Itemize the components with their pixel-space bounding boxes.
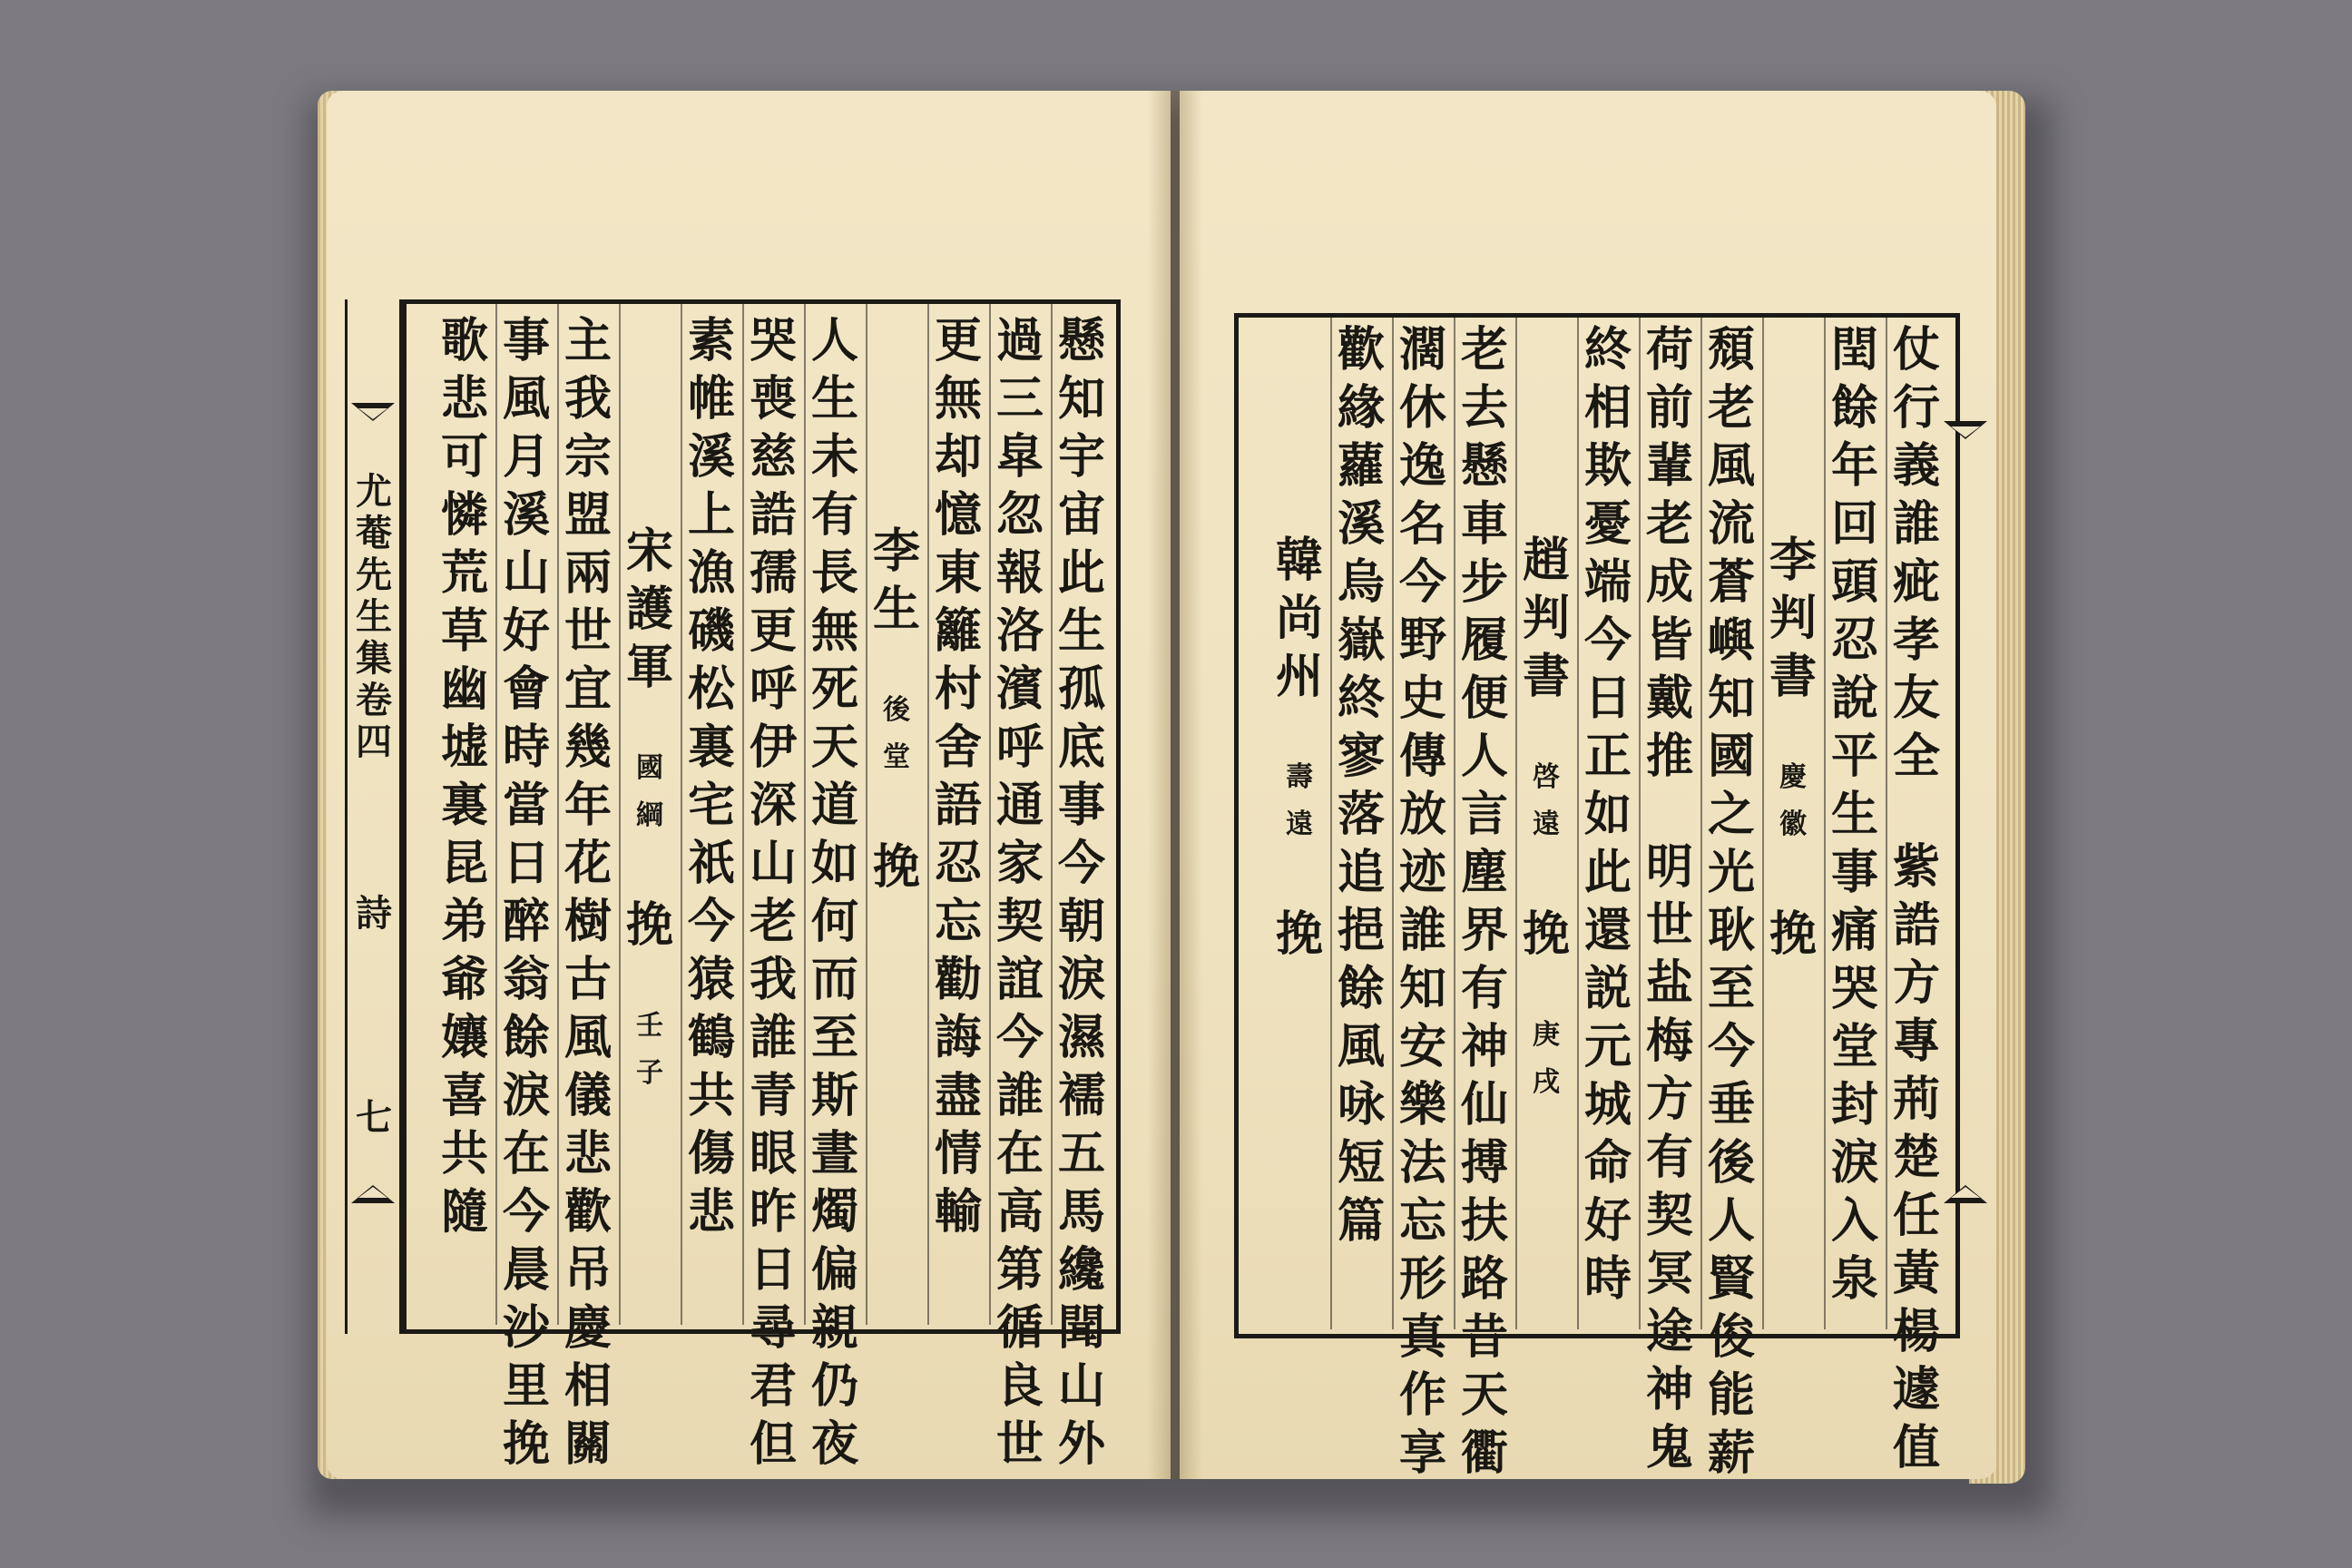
left-column-5: 人 生 未 有 長 無 死 天 道 如 何 而 至 斯 晝 燭 偏 親 仍 夜 xyxy=(810,313,858,1472)
column-rule xyxy=(927,304,929,1325)
left-column-6: 哭 喪 慈 誥 孺 更 呼 伊 深 山 老 我 誰 青 眼 昨 日 尋 君 但 xyxy=(749,313,797,1472)
column-rule xyxy=(1886,318,1887,1329)
column-rule xyxy=(1454,318,1455,1329)
column-rule xyxy=(1762,318,1764,1329)
right-column-7: 趙 判 書 啓 遠 挽 庚 戌 xyxy=(1522,533,1570,1098)
left-column-2: 過 三 皐 忽 報 洛 濱 呼 通 家 契 誼 今 誰 在 高 第 循 良 世 xyxy=(995,313,1044,1472)
left-column-11: 歌 悲 可 憐 荒 草 幽 墟 裏 昆 弟 爺 孃 喜 共 隨 xyxy=(440,313,488,1240)
folio-page-number: 七 xyxy=(356,1096,392,1139)
column-rule xyxy=(742,304,744,1325)
column-rule xyxy=(557,304,559,1325)
book-gutter xyxy=(1148,91,1202,1479)
fish-tail-ornament-icon xyxy=(349,399,397,436)
column-rule xyxy=(619,304,621,1325)
fish-tail-ornament-icon xyxy=(1942,417,1989,454)
right-column-6: 終 相 欺 憂 端 今 日 正 如 此 還 説 元 城 命 好 時 xyxy=(1583,322,1632,1307)
left-column-9: 主 我 宗 盟 兩 世 宜 幾 年 花 樹 古 風 儀 悲 歡 吊 慶 相 關 xyxy=(564,313,612,1472)
column-rule xyxy=(681,304,682,1325)
right-column-1: 仗 行 義 誰 疵 孝 友 全 紫 誥 方 專 荊 楚 任 黃 楊 遽 值 xyxy=(1892,322,1940,1475)
column-rule xyxy=(1824,318,1826,1329)
left-column-7: 素 帷 溪 上 漁 磯 松 裏 宅 祇 今 猿 鶴 共 傷 悲 xyxy=(687,313,735,1240)
column-rule xyxy=(1700,318,1702,1329)
column-rule xyxy=(1639,318,1641,1329)
column-rule xyxy=(989,304,991,1325)
left-column-4: 李 生 後 堂 挽 xyxy=(872,524,920,895)
left-column-8: 宋 護 軍 國 綱 挽 壬 子 xyxy=(625,524,673,1089)
column-rule xyxy=(1515,318,1517,1329)
right-column-4: 頹 老 風 流 蒼 嶼 知 國 之 光 耿 至 今 垂 後 人 賢 俊 能 薪 xyxy=(1707,322,1755,1481)
right-column-10: 歡 緣 蘿 溪 烏 嶽 終 寥 落 追 挹 餘 風 咏 短 篇 xyxy=(1337,322,1385,1249)
column-rule xyxy=(1330,318,1332,1329)
column-rule xyxy=(1392,318,1394,1329)
column-rule xyxy=(866,304,867,1325)
fish-tail-ornament-icon xyxy=(349,1171,397,1207)
right-column-8: 老 去 懸 車 步 履 便 人 言 塵 界 有 神 仙 搏 扶 路 昔 天 衢 xyxy=(1460,322,1508,1481)
right-column-3: 李 判 書 慶 徽 挽 xyxy=(1769,533,1817,962)
right-column-11: 韓 尚 州 壽 遠 挽 xyxy=(1275,533,1323,962)
column-rule xyxy=(495,304,497,1325)
column-rule xyxy=(1577,318,1579,1329)
folio-title: 尤 菴 先 生 集 卷 四 xyxy=(356,470,392,763)
right-column-9: 濶 休 逸 名 今 野 史 傳 放 迹 誰 知 安 樂 法 忘 形 真 作 享 xyxy=(1398,322,1446,1481)
column-rule xyxy=(1051,304,1053,1325)
right-column-5: 荷 前 輩 老 成 皆 戴 推 明 世 盐 梅 方 有 契 冥 途 神 鬼 xyxy=(1645,322,1693,1475)
column-rule xyxy=(804,304,806,1325)
left-column-1: 懸 知 宇 宙 此 生 孤 底 事 今 朝 淚 濕 襦 五 馬 纔 聞 山 外 xyxy=(1057,313,1105,1472)
left-column-3: 更 無 却 憶 東 籬 村 舍 語 忍 忘 勸 誨 盡 情 輸 xyxy=(934,313,982,1240)
fish-tail-ornament-icon xyxy=(1942,1171,1989,1207)
right-column-2: 閏 餘 年 回 頭 忍 說 平 生 事 痛 哭 堂 封 淚 入 泉 xyxy=(1830,322,1878,1307)
left-column-10: 事 風 月 溪 山 好 會 時 當 日 醉 翁 餘 淚 在 今 晨 沙 里 挽 xyxy=(502,313,550,1472)
folio-section: 詩 xyxy=(356,892,392,935)
